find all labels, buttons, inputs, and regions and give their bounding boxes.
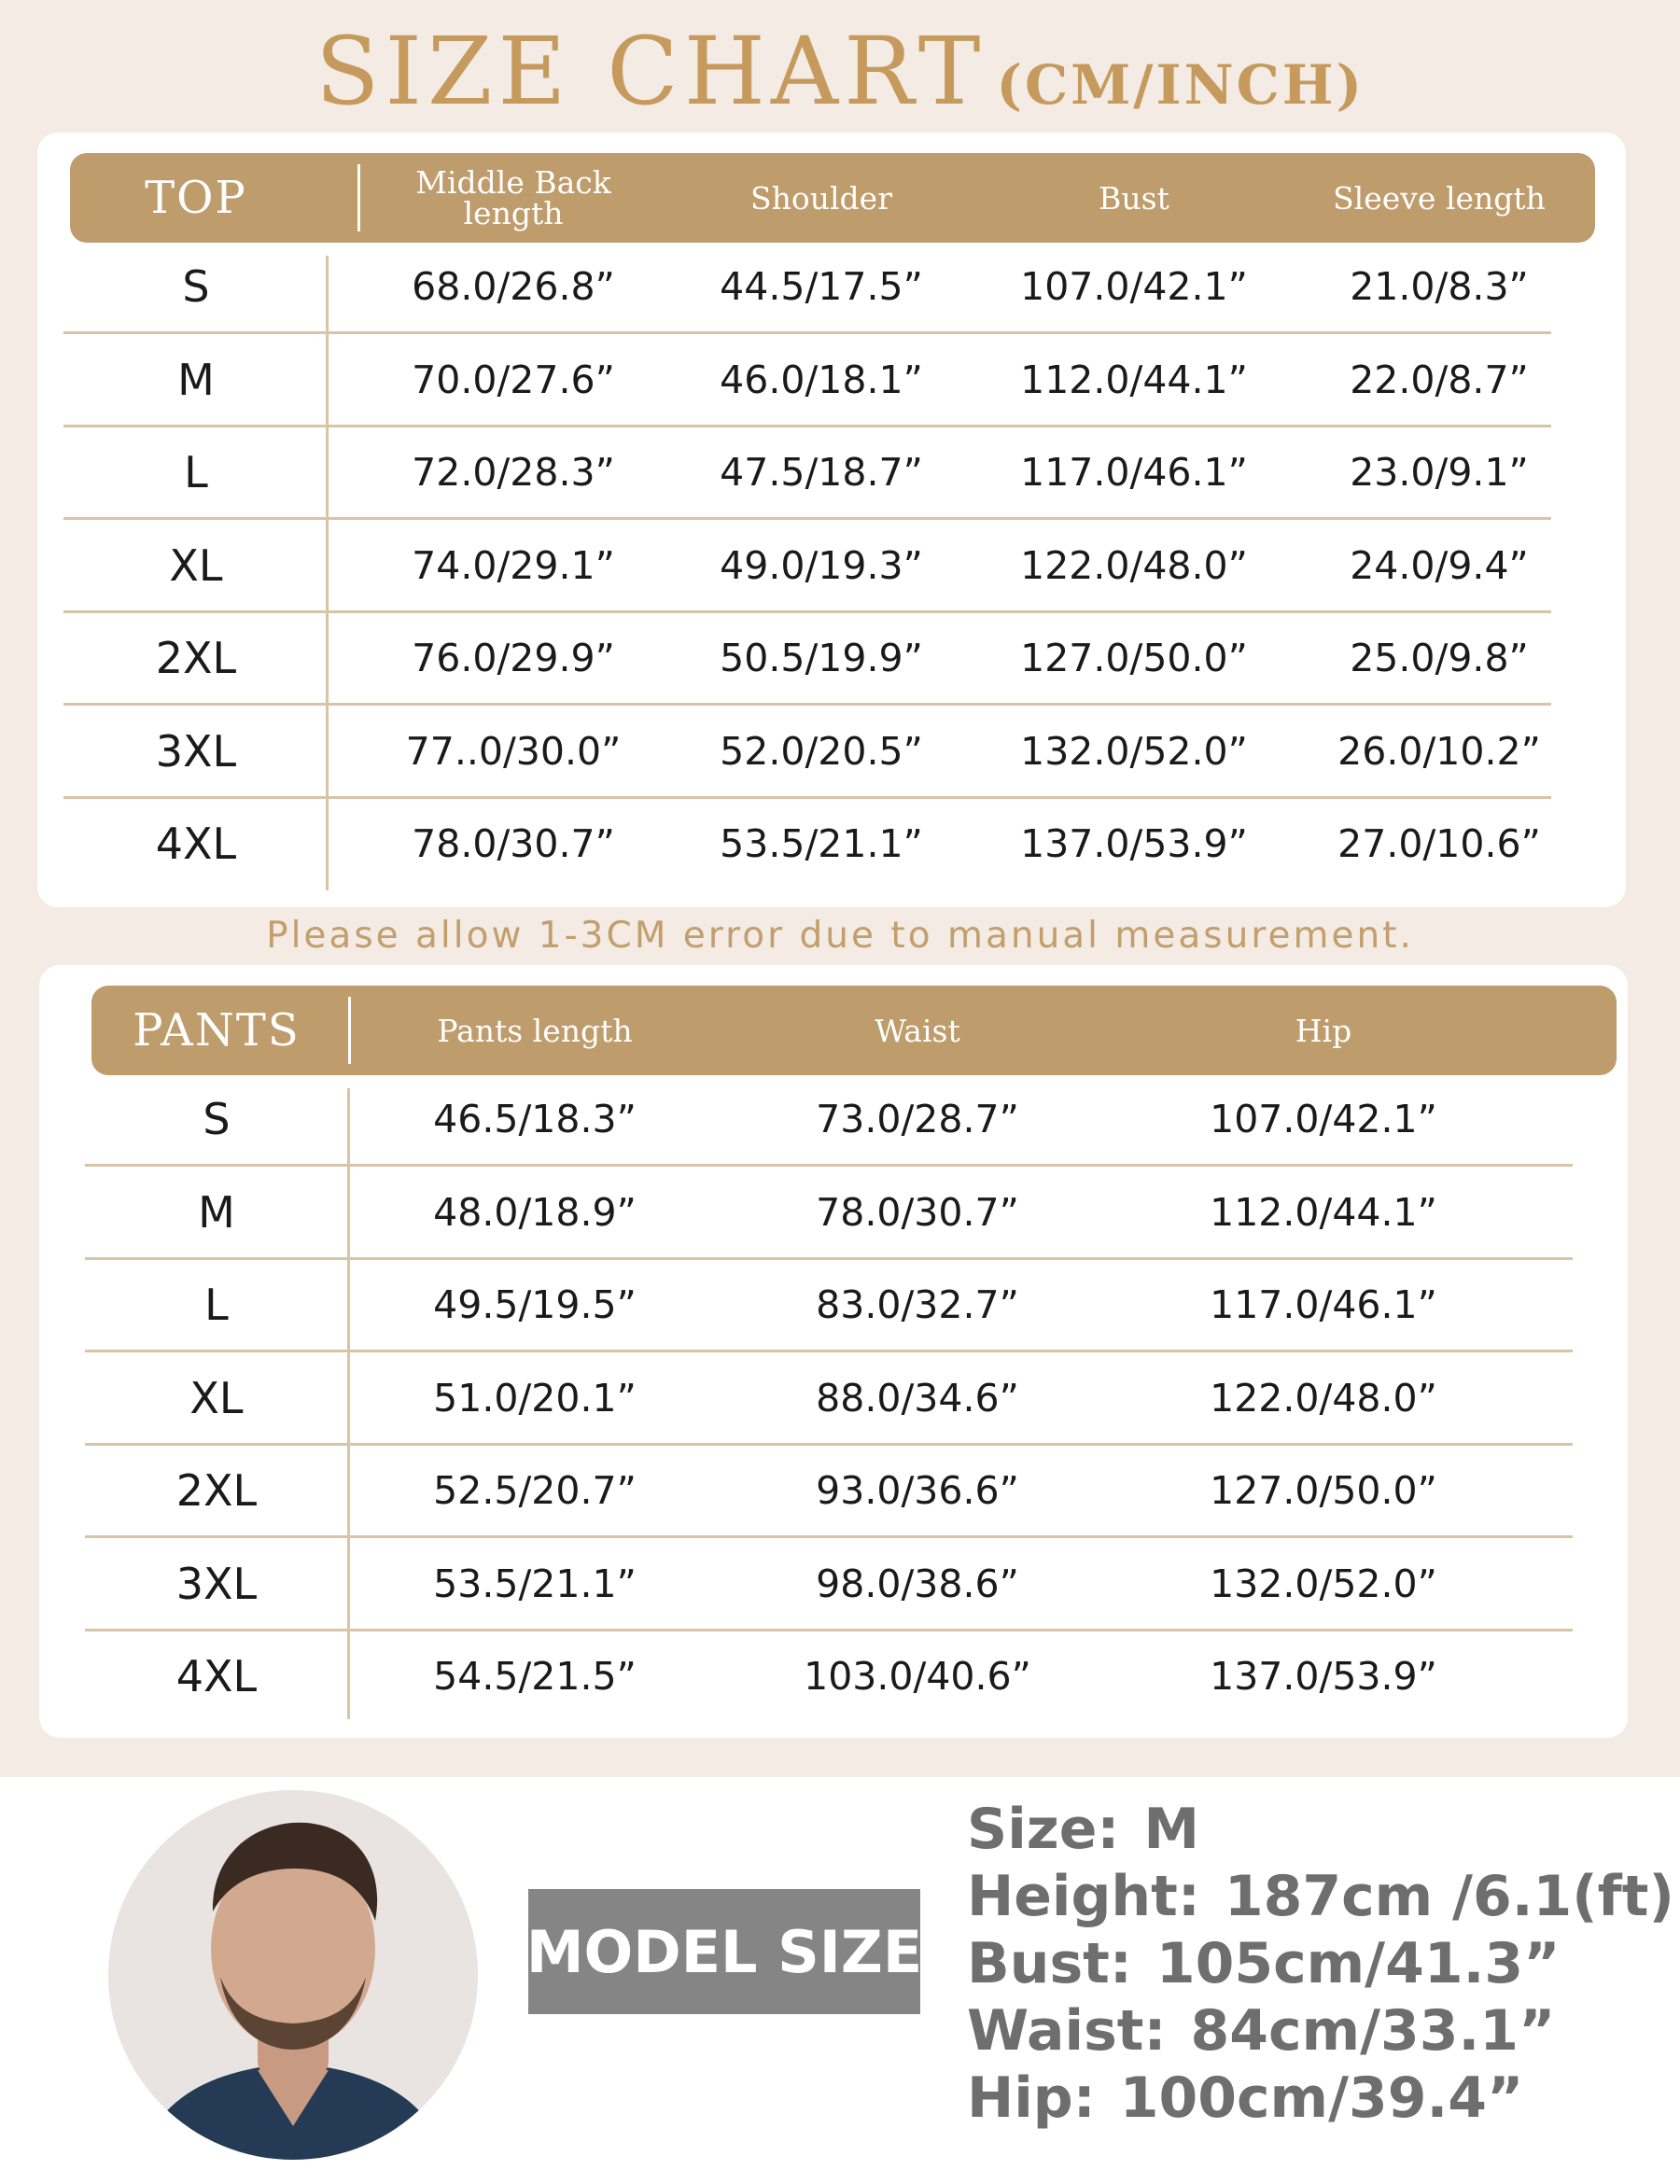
- table-row: [39, 1444, 1628, 1537]
- measurement-cell: 107.0/42.1”: [1210, 1097, 1437, 1141]
- top-label: TOP: [145, 172, 247, 224]
- measurement-cell: 51.0/20.1”: [433, 1375, 637, 1421]
- measurement-cell: 53.5/21.1”: [433, 1561, 637, 1606]
- model-spec-value: 100cm/39.4”: [1119, 2065, 1524, 2131]
- measurement-cell: 112.0/44.1”: [1210, 1189, 1437, 1235]
- size-cell: 4XL: [155, 819, 237, 869]
- model-spec-label: Height:: [967, 1864, 1200, 1929]
- measurement-note: Please allow 1-3CM error due to manual measurement.: [266, 915, 1414, 957]
- size-cell: XL: [189, 1372, 244, 1423]
- pants-label: PANTS: [133, 1004, 301, 1057]
- size-cell: L: [204, 1280, 229, 1330]
- measurement-cell: 72.0/28.3”: [412, 450, 615, 495]
- top-col-header: Sleeve length: [1333, 179, 1546, 217]
- size-cell: L: [184, 447, 208, 497]
- measurement-cell: 47.5/18.7”: [720, 450, 923, 495]
- table-row: [37, 240, 1626, 333]
- model-portrait-icon: [108, 1790, 478, 2160]
- model-spec-line: [967, 1796, 1674, 1863]
- model-spec-label: Hip:: [967, 2065, 1096, 2131]
- measurement-cell: 98.0/38.6”: [816, 1561, 1019, 1606]
- table-row: [39, 1072, 1628, 1166]
- measurement-cell: 93.0/36.6”: [816, 1468, 1019, 1513]
- measurement-cell: 52.0/20.5”: [720, 728, 923, 774]
- pants-table-header: [91, 986, 1617, 1075]
- size-cell: XL: [169, 539, 223, 591]
- measurement-cell: 21.0/8.3”: [1350, 264, 1529, 309]
- size-cell: 4XL: [175, 1651, 258, 1701]
- measurement-cell: 122.0/48.0”: [1020, 542, 1248, 588]
- model-spec-line: [967, 1997, 1674, 2065]
- table-row: [37, 611, 1626, 705]
- measurement-cell: 112.0/44.1”: [1020, 357, 1248, 402]
- model-spec-value: 187cm /6.1(ft): [1224, 1864, 1674, 1929]
- top-table-header: [70, 153, 1595, 243]
- model-spec-label: Size:: [967, 1797, 1120, 1862]
- measurement-cell: 24.0/9.4”: [1350, 542, 1529, 588]
- model-specs: [967, 1796, 1674, 2132]
- model-spec-value: 84cm/33.1”: [1190, 1998, 1556, 2064]
- measurement-cell: 52.5/20.7”: [433, 1468, 637, 1513]
- measurement-cell: 73.0/28.7”: [816, 1097, 1019, 1141]
- measurement-cell: 122.0/48.0”: [1210, 1375, 1437, 1421]
- model-spec-line: [967, 1863, 1674, 1930]
- pants-col-header: Hip: [1295, 1012, 1352, 1049]
- size-cell: 3XL: [175, 1558, 258, 1609]
- measurement-cell: 127.0/50.0”: [1020, 636, 1248, 680]
- measurement-cell: 76.0/29.9”: [412, 636, 615, 680]
- table-row: [39, 1258, 1628, 1351]
- measurement-cell: 132.0/52.0”: [1210, 1561, 1437, 1606]
- size-cell: S: [182, 261, 210, 312]
- top-col-header: Bust: [1099, 179, 1169, 217]
- measurement-cell: 74.0/29.1”: [412, 542, 615, 588]
- measurement-cell: 46.5/18.3”: [433, 1097, 637, 1141]
- table-row: [39, 1537, 1628, 1631]
- measurement-cell: 48.0/18.9”: [433, 1189, 637, 1235]
- size-cell: 2XL: [175, 1465, 258, 1516]
- size-cell: 2XL: [155, 633, 237, 683]
- measurement-cell: 49.5/19.5”: [433, 1282, 637, 1327]
- header-separator: [357, 164, 360, 231]
- measurement-cell: 50.5/19.9”: [720, 636, 923, 680]
- measurement-cell: 68.0/26.8”: [412, 264, 615, 309]
- model-spec-line: [967, 2065, 1674, 2132]
- model-spec-label: Waist:: [967, 1998, 1167, 2064]
- top-size-card: [37, 133, 1626, 907]
- size-cell: S: [203, 1094, 231, 1144]
- measurement-cell: 83.0/32.7”: [816, 1282, 1019, 1327]
- measurement-cell: 117.0/46.1”: [1020, 450, 1248, 495]
- measurement-cell: 78.0/30.7”: [412, 821, 615, 866]
- table-row: [37, 333, 1626, 427]
- model-spec-value: M: [1143, 1797, 1200, 1862]
- measurement-cell: 103.0/40.6”: [804, 1654, 1031, 1699]
- model-avatar: [108, 1790, 478, 2160]
- measurement-cell: 117.0/46.1”: [1210, 1282, 1437, 1327]
- table-row: [37, 705, 1626, 798]
- model-spec-value: 105cm/41.3”: [1155, 1931, 1561, 1996]
- top-col-header: Middle Back length: [415, 164, 611, 231]
- measurement-cell: 23.0/9.1”: [1350, 450, 1529, 495]
- measurement-cell: 132.0/52.0”: [1020, 728, 1248, 774]
- header-separator: [348, 997, 351, 1064]
- measurement-cell: 25.0/9.8”: [1350, 636, 1529, 680]
- table-row: [37, 519, 1626, 612]
- measurement-cell: 26.0/10.2”: [1337, 728, 1541, 774]
- pants-col-header: Pants length: [437, 1012, 633, 1049]
- page-title: [0, 17, 1680, 126]
- measurement-cell: 22.0/8.7”: [1350, 357, 1529, 402]
- title-units: (CM/INCH): [996, 53, 1365, 117]
- measurement-cell: 70.0/27.6”: [412, 357, 615, 402]
- measurement-cell: 127.0/50.0”: [1210, 1468, 1437, 1513]
- measurement-cell: 54.5/21.5”: [433, 1654, 637, 1699]
- pants-col-header: Waist: [875, 1012, 960, 1049]
- measurement-cell: 107.0/42.1”: [1020, 264, 1248, 309]
- table-row: [39, 1351, 1628, 1445]
- measurement-cell: 46.0/18.1”: [720, 357, 923, 402]
- table-row: [39, 1166, 1628, 1259]
- size-cell: M: [198, 1186, 235, 1238]
- title-main: SIZE CHART: [315, 17, 987, 126]
- model-spec-label: Bust:: [967, 1931, 1132, 1996]
- measurement-cell: 77..0/30.0”: [405, 728, 622, 774]
- table-row: [37, 426, 1626, 519]
- table-row: [37, 797, 1626, 890]
- table-row: [39, 1630, 1628, 1723]
- measurement-cell: 137.0/53.9”: [1020, 821, 1248, 866]
- measurement-cell: 88.0/34.6”: [816, 1375, 1019, 1421]
- model-spec-line: [967, 1930, 1674, 1997]
- measurement-cell: 137.0/53.9”: [1210, 1654, 1437, 1699]
- measurement-cell: 49.0/19.3”: [720, 542, 923, 588]
- size-cell: 3XL: [155, 725, 237, 777]
- measurement-cell: 53.5/21.1”: [720, 821, 923, 866]
- measurement-cell: 27.0/10.6”: [1337, 821, 1541, 866]
- pants-size-card: [39, 965, 1628, 1738]
- top-col-header: Shoulder: [750, 179, 892, 217]
- size-cell: M: [177, 354, 215, 405]
- measurement-cell: 78.0/30.7”: [816, 1189, 1019, 1235]
- model-size-badge: MODEL SIZE: [528, 1889, 920, 2014]
- measurement-cell: 44.5/17.5”: [720, 264, 923, 309]
